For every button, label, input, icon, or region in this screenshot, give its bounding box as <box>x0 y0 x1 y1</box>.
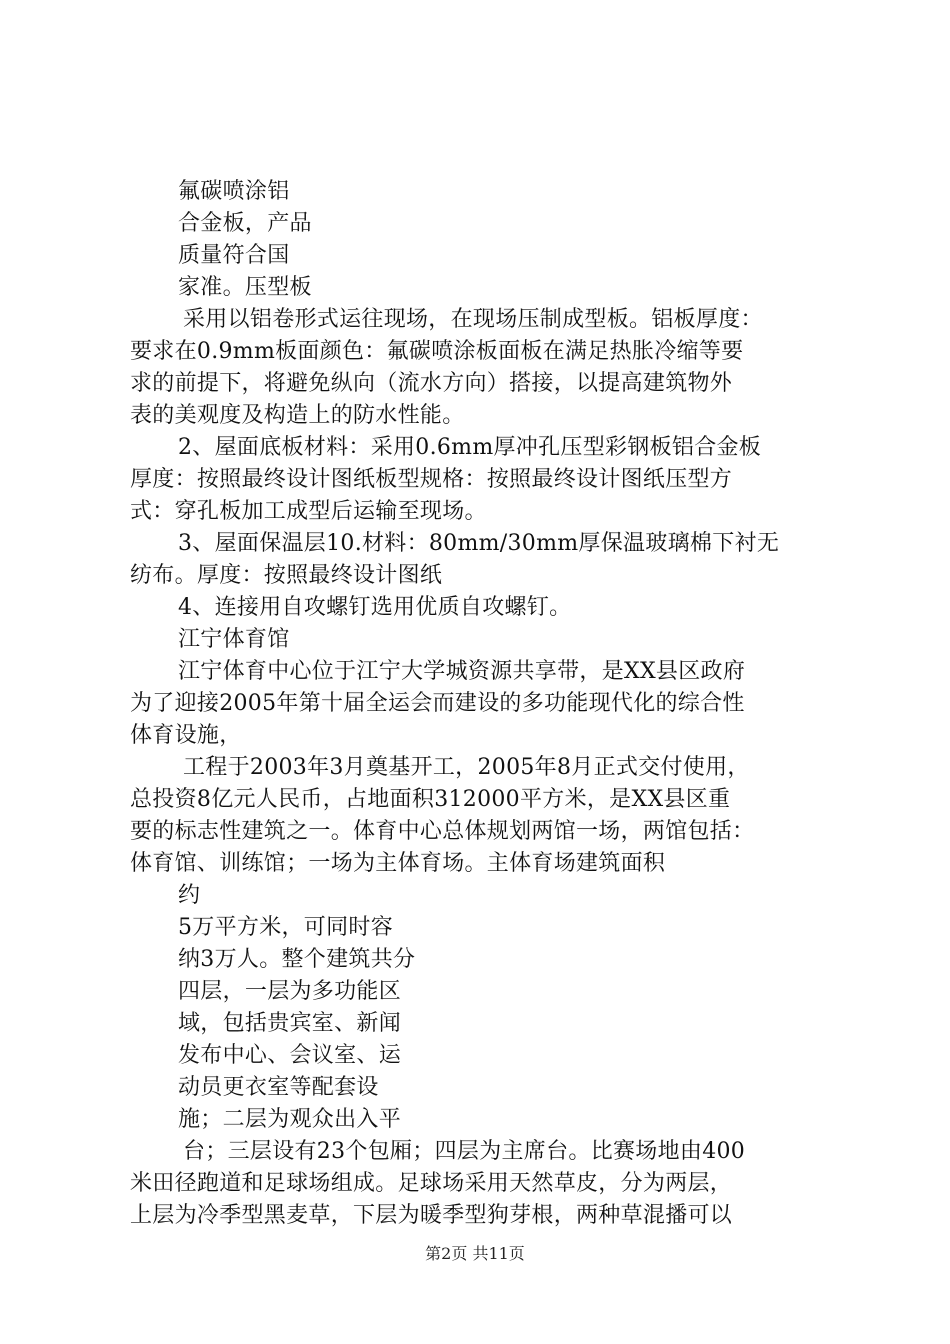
text-line: 要的标志性建筑之一。体育中心总体规划两馆一场，两馆包括： <box>130 819 755 844</box>
text-line: 总投资8亿元人民币，占地面积312000平方米，是XX县区重 <box>130 787 731 812</box>
text-line: 域，包括贵宾室、新闻 <box>178 1011 402 1036</box>
text-line: 四层，一层为多功能区 <box>178 979 402 1004</box>
text-line: 为了迎接2005年第十届全运会而建设的多功能现代化的综合性 <box>130 691 745 716</box>
text-line: 厚度：按照最终设计图纸板型规格：按照最终设计图纸压型方 <box>130 467 733 492</box>
text-line: 家准。压型板 <box>178 275 312 300</box>
text-line: 式：穿孔板加工成型后运输至现场。 <box>130 499 487 524</box>
text-line: 3、屋面保温层10.材料：80mm/30mm厚保温玻璃棉下衬无 <box>178 531 780 556</box>
text-line: 发布中心、会议室、运 <box>178 1043 402 1068</box>
text-line: 约 <box>178 883 201 908</box>
text-line: 江宁体育中心位于江宁大学城资源共享带，是XX县区政府 <box>178 659 746 684</box>
text-line: 米田径跑道和足球场组成。足球场采用天然草皮，分为两层， <box>130 1171 733 1196</box>
text-line: 表的美观度及构造上的防水性能。 <box>130 403 465 428</box>
text-line: 氟碳喷涂铝 <box>178 179 290 204</box>
text-line: 纳3万人。整个建筑共分 <box>178 947 416 972</box>
text-line: 台；三层设有23个包厢；四层为主席台。比赛场地由400 <box>183 1139 746 1164</box>
text-line: 纺布。厚度：按照最终设计图纸 <box>130 563 443 588</box>
text-line: 2、屋面底板材料：采用0.6mm厚冲孔压型彩钢板铝合金板 <box>178 435 762 460</box>
text-line: 5万平方米，可同时容 <box>178 915 393 940</box>
text-line: 质量符合国 <box>178 243 290 268</box>
text-line: 上层为冷季型黑麦草，下层为暖季型狗芽根，两种草混播可以 <box>130 1203 733 1228</box>
text-line: 施；二层为观众出入平 <box>178 1107 402 1132</box>
text-line: 体育馆、训练馆；一场为主体育场。主体育场建筑面积 <box>130 851 666 876</box>
text-line: 动员更衣室等配套设 <box>178 1075 379 1100</box>
section-heading: 江宁体育馆 <box>178 627 290 652</box>
text-line: 要求在0.9mm板面颜色：氟碳喷涂板面板在满足热胀冷缩等要 <box>130 339 744 364</box>
text-line: 4、连接用自攻螺钉选用优质自攻螺钉。 <box>178 595 572 620</box>
text-line: 采用以铝卷形式运往现场，在现场压制成型板。铝板厚度： <box>183 307 763 332</box>
text-line: 体育设施， <box>130 723 242 748</box>
text-line: 求的前提下，将避免纵向（流水方向）搭接，以提高建筑物外 <box>130 371 733 396</box>
text-line: 合金板，产品 <box>178 211 312 236</box>
page-footer: 第2页 共11页 <box>425 1244 525 1263</box>
text-line: 工程于2003年3月奠基开工，2005年8月正式交付使用， <box>183 755 750 780</box>
